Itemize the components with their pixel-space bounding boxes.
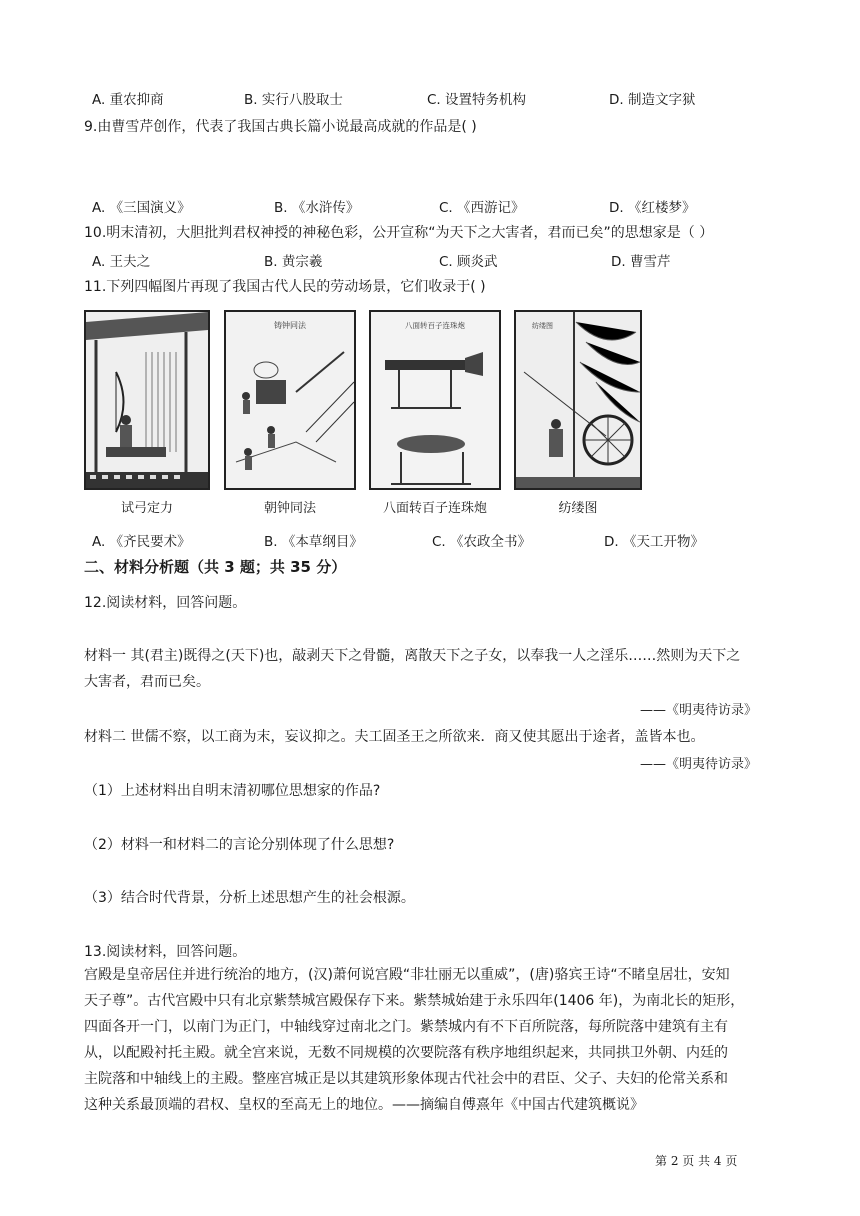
figure-bow-testing [84, 310, 210, 490]
q13-intro: 13.阅读材料，回答问题。 [84, 944, 247, 960]
q9-stem: 9.由曹雪芹创作，代表了我国古典长篇小说最高成就的作品是( ) [84, 119, 477, 135]
figure-caption-2: 朝钟同法 [263, 501, 316, 516]
spinning-illustration [516, 312, 640, 488]
q10-option-d: D. 曹雪芹 [611, 254, 671, 270]
bell-casting-illustration [226, 312, 354, 488]
cannon-illustration [371, 312, 499, 488]
q11-stem: 11.下列四幅图片再现了我国古代人民的劳动场景，它们收录于( ) [84, 279, 486, 295]
q13-line: 宫殿是皇帝居住并进行统治的地方，(汉)萧何说宫殿“非壮丽无以重威”，(唐)骆宾王诗“不睹皇居壮，安知 [84, 967, 730, 983]
q9-option-c: C. 《西游记》 [439, 200, 525, 216]
section-2-title: 二、材料分析题（共 3 题；共 35 分） [84, 558, 347, 576]
q11-option-a: A. 《齐民要术》 [92, 534, 191, 550]
q8-option-c: C. 设置特务机构 [427, 92, 527, 108]
q11-option-c: C. 《农政全书》 [432, 534, 532, 550]
q13-line: 天子尊”。古代宫殿中只有北京紫禁城宫殿保存下来。紫禁城始建于永乐四年(1406 年)，为南北长的矩形， [84, 993, 745, 1009]
q12-material-1-line-1: 材料一 其(君主)既得之(天下)也，敲剥天下之骨髓，离散天下之子女，以奉我一人之淫乐……然则为天下之 [84, 648, 741, 664]
q8-option-d: D. 制造文字狱 [609, 92, 696, 108]
q12-subquestion-1: （1）上述材料出自明末清初哪位思想家的作品? [84, 783, 381, 799]
q12-subquestion-3: （3）结合时代背景，分析上述思想产生的社会根源。 [84, 890, 415, 906]
q13-line: 这种关系最顶端的君权、皇权的至高无上的地位。——摘编自傅熹年《中国古代建筑概说》 [84, 1097, 644, 1113]
bow-testing-illustration [86, 312, 208, 488]
bell-casting-figure-title: 铸钟同法 [274, 321, 306, 330]
figure-caption-1: 试弓定力 [120, 501, 173, 516]
q11-option-b: B. 《本草纲目》 [264, 534, 363, 550]
page-footer: 第 2 页 共 4 页 [655, 1154, 738, 1168]
figure-spinning [514, 310, 642, 490]
cannon-figure-title: 八面转百子连珠炮 [405, 321, 465, 330]
q12-material-2: 材料二 世儒不察，以工商为末，妄议抑之。夫工固圣王之所欲来．商又使其愿出于途者，盖皆本也。 [84, 729, 705, 745]
q12-material-1-source: ——《明夷待访录》 [640, 703, 758, 718]
q13-line: 四面各开一门，以南门为正门，中轴线穿过南北之门。紫禁城内有不下百所院落，每所院落中建筑有主有 [84, 1019, 728, 1035]
q13-material [84, 962, 784, 1118]
q9-option-d: D. 《红楼梦》 [609, 200, 696, 216]
q9-option-a: A. 《三国演义》 [92, 200, 191, 216]
q10-stem: 10.明末清初，大胆批判君权神授的神秘色彩，公开宣称“为天下之大害者，君而已矣”的思想家是（ ） [84, 225, 714, 241]
figure-bell-casting [224, 310, 356, 490]
q11-option-d: D. 《天工开物》 [604, 534, 704, 550]
spinning-figure-title: 纺缕图 [532, 322, 553, 330]
q10-option-c: C. 顾炎武 [439, 254, 498, 270]
q12-intro: 12.阅读材料，回答问题。 [84, 595, 247, 611]
q10-option-a: A. 王夫之 [92, 254, 151, 270]
q13-line: 主院落和中轴线上的主殿。整座宫城正是以其建筑形象体现古代社会中的君臣、父子、夫妇的伦常关系和 [84, 1071, 728, 1087]
q12-material-2-source: ——《明夷待访录》 [640, 757, 758, 772]
q8-option-b: B. 实行八股取士 [244, 92, 343, 108]
figure-caption-3: 八面转百子连珠炮 [382, 501, 487, 516]
q13-line: 从，以配殿衬托主殿。就全宫来说，无数不同规模的次要院落有秩序地组织起来，共同拱卫外朝、内廷的 [84, 1045, 728, 1061]
q12-material-1-line-2: 大害者，君而已矣。 [84, 674, 210, 690]
figure-caption-4: 纺缕图 [558, 501, 598, 516]
q12-subquestion-2: （2）材料一和材料二的言论分别体现了什么思想? [84, 837, 395, 853]
figure-cannon [369, 310, 501, 490]
q10-option-b: B. 黄宗羲 [264, 254, 323, 270]
q9-option-b: B. 《水浒传》 [274, 200, 360, 216]
q8-option-a: A. 重农抑商 [92, 92, 164, 108]
